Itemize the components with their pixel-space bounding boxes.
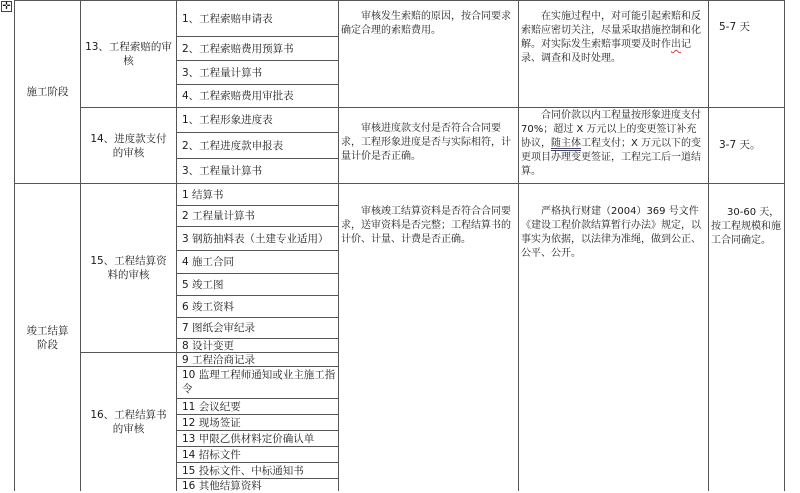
list-item: 8 设计变更 [182,339,235,352]
list-item: 5 竣工图 [182,278,224,291]
list-item: 1、工程索赔申请表 [182,12,273,25]
list-item: 2 工程量计算书 [182,210,256,222]
section-15-requirement: 严格执行财建（2004）369 号文件《建设工程价款结算暂行办法》规定，以事实为依据，以法律为准绳，做到公正、公平、公开。 [521,206,701,259]
requirement-text: 在实施过程中，对可能引起索赔和反索赔应密切关注，尽量采取措施控制和化解。对实际发生索赔事项要及时作 [521,11,701,50]
list-item: 4 施工合同 [182,256,235,268]
section-14-content: 审核进度款支付是否符合合同要求，工程形象进度是否与实际相符，计量计价是否正确。 [341,123,511,162]
requirement-text: 工程支付；X 万元以下的变更项目办理变更签证，工程完工后一道结算。 [521,138,702,177]
list-item: 12 现场签证 [182,416,241,429]
section-14-duration: 3-7 天。 [719,139,761,151]
list-item: 16 其他结算资料 [182,480,262,492]
section-15-content: 审核竣工结算资料是否符合合同要求，送审资料是否完整；工程结算书的计价、计量、计费是否正确。 [341,206,511,245]
list-item: 4、工程索赔费用审批表 [182,90,294,102]
list-item: 10 监理工程师通知或业主施工指令 [182,369,336,395]
phase-completion: 竣工结算 阶段 [26,324,69,351]
requirement-flagged-text: 出 [671,39,681,50]
list-item: 3、工程量计算书 [182,66,263,79]
section-13-content: 审核发生索赔的原因，按合同要求确定合理的索赔费用。 [341,11,511,36]
section-15-duration: 30-60 天，按工程规模和施工合同确定。 [711,207,781,246]
list-item: 9 工程洽商记录 [182,353,256,366]
list-item: 15 投标文件、中标通知书 [182,464,304,477]
list-item: 2、工程进度款申报表 [182,139,284,152]
section-14-title: 14、进度款支付 的审核 [90,132,167,159]
list-item: 3、工程量计算书 [182,165,263,177]
list-item: 13 甲限乙供材料定价确认单 [182,432,315,445]
requirement-text: 记录、调查和及时处理。 [521,39,691,64]
list-item: 1、工程形象进度表 [182,114,273,126]
table-move-handle-icon[interactable]: ✛ [2,1,11,12]
list-item: 7 图纸会审纪录 [182,322,256,334]
section-14-requirement [521,109,705,179]
list-item: 6 竣工资料 [182,300,235,313]
section-13-requirement [521,10,705,66]
list-item: 1 结算书 [182,188,224,201]
section-16-title: 16、工程结算书 的审核 [90,409,167,435]
section-13-title: 13、工程索赔的审 核 [85,41,172,67]
list-item: 14 招标文件 [182,448,241,461]
requirement-flagged-text: 随主体 [551,138,581,149]
list-item: 11 会议纪要 [182,400,241,413]
list-item: 3 钢筋抽料表（土建专业适用） [182,232,329,245]
list-item: 2、工程索赔费用预算书 [182,42,294,55]
section-13-duration: 5-7 天 [719,21,750,33]
requirement-text: 合同价款以内工程量按形象进度支付 70%；超过 X 万元以上的变更签订补充协议， [521,110,701,149]
section-15-title: 15、工程结算资 料的审核 [90,255,167,281]
phase-construction: 施工阶段 [26,86,69,98]
